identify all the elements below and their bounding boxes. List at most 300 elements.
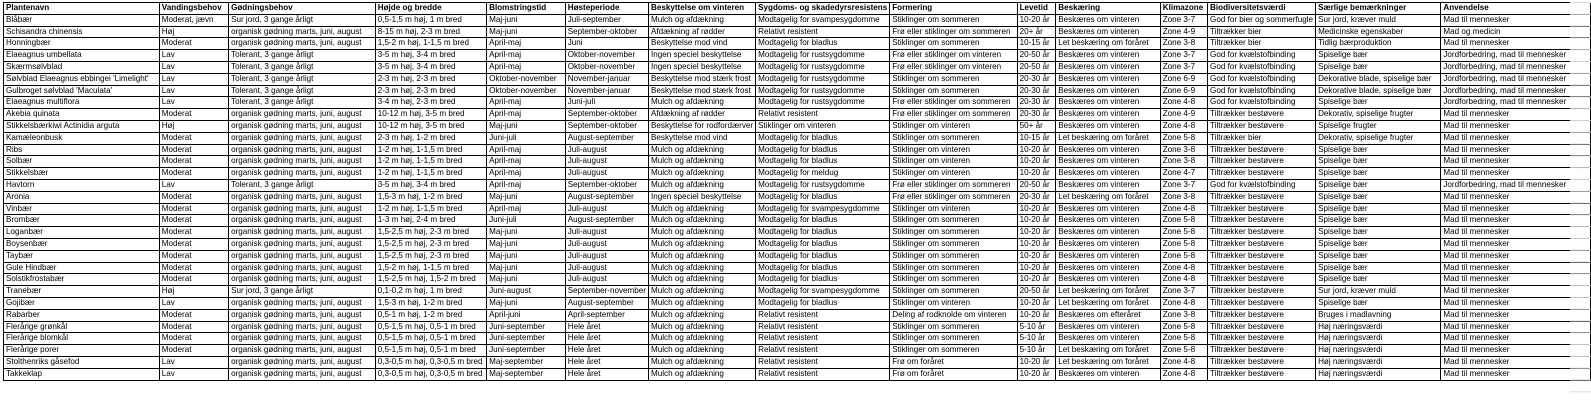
table-cell[interactable]: Zone 5-8 — [1160, 345, 1207, 357]
table-cell[interactable]: Kamæleonbusk — [4, 132, 160, 144]
column-header[interactable]: Høsteperiode — [565, 3, 648, 15]
table-cell[interactable]: Moderat — [159, 156, 228, 168]
table-cell[interactable]: Moderat — [159, 109, 228, 121]
table-cell[interactable]: Tolerant, 3 gange årligt — [229, 61, 376, 73]
table-cell[interactable]: Mulch og afdækning — [649, 356, 756, 368]
table-cell[interactable]: Frø eller stiklinger om vinteren — [890, 50, 1017, 62]
table-cell[interactable]: organisk gødning marts, juni, august — [229, 215, 376, 227]
table-cell[interactable]: 20-30 år — [1017, 97, 1056, 109]
table-cell[interactable]: Hele året — [565, 333, 648, 345]
table-cell[interactable]: September-oktober — [565, 26, 648, 38]
table-cell[interactable]: Moderat — [159, 168, 228, 180]
table-cell[interactable]: organisk gødning marts, juni, august — [229, 309, 376, 321]
column-header[interactable]: Anvendelse — [1441, 3, 1591, 15]
table-cell[interactable]: Tranebær — [4, 286, 160, 298]
table-cell[interactable]: organisk gødning marts, juni, august — [229, 168, 376, 180]
table-cell[interactable]: April-juni — [487, 309, 566, 321]
table-cell[interactable]: Beskæres om vinteren — [1056, 73, 1160, 85]
table-cell[interactable]: Mulch og afdækning — [649, 238, 756, 250]
table-cell[interactable]: Beskæres om vinteren — [1056, 179, 1160, 191]
table-cell[interactable]: Afdækning af rødder — [649, 26, 756, 38]
table-cell[interactable]: Oktober-november — [565, 61, 648, 73]
table-cell[interactable]: Juni-september — [487, 333, 566, 345]
table-cell[interactable]: Schisandra chinensis — [4, 26, 160, 38]
table-cell[interactable]: Spiselige bær — [1316, 203, 1441, 215]
table-cell[interactable]: Juni-juli — [487, 132, 566, 144]
table-cell[interactable]: Zone 5-8 — [1160, 321, 1207, 333]
table-cell[interactable]: Dekorativ, spiselige frugter — [1316, 132, 1441, 144]
table-cell[interactable]: April-maj — [487, 168, 566, 180]
table-cell[interactable]: Moderat — [159, 262, 228, 274]
table-cell[interactable]: Mad til mennesker — [1441, 38, 1591, 50]
table-cell[interactable]: Stiklinger om vinteren — [890, 120, 1017, 132]
table-cell[interactable]: September-oktober — [565, 109, 648, 121]
table-cell[interactable]: Stiklinger om sommeren — [890, 73, 1017, 85]
table-cell[interactable]: Juli-august — [565, 227, 648, 239]
table-cell[interactable]: Let beskæring om foråret — [1056, 132, 1160, 144]
table-cell[interactable]: Modtagelig for rustsygdomme — [756, 85, 890, 97]
table-cell[interactable]: Tiltrækker bestøvere — [1208, 109, 1316, 121]
table-cell[interactable]: organisk gødning marts, juni, august — [229, 321, 376, 333]
column-header[interactable]: Blomstringstid — [487, 3, 566, 15]
table-cell[interactable]: Flerårige grønkål — [4, 321, 160, 333]
table-cell[interactable]: organisk gødning marts, juni, august — [229, 356, 376, 368]
table-cell[interactable]: Spiselige bær — [1316, 156, 1441, 168]
table-cell[interactable]: Tiltrækker bestøvere — [1208, 309, 1316, 321]
table-cell[interactable]: 10-20 år — [1017, 203, 1056, 215]
table-cell[interactable]: Maj-september — [487, 356, 566, 368]
table-cell[interactable]: Stiklinger om sommeren — [890, 227, 1017, 239]
table-cell[interactable]: Frø eller stiklinger om sommeren — [890, 191, 1017, 203]
table-cell[interactable]: Jordforbedring, mad til mennesker — [1441, 85, 1591, 97]
table-cell[interactable]: Flerårige blomkål — [4, 333, 160, 345]
table-cell[interactable]: 10-20 år — [1017, 168, 1056, 180]
table-cell[interactable]: 5-10 år — [1017, 321, 1056, 333]
table-cell[interactable]: Moderat — [159, 345, 228, 357]
table-cell[interactable]: 10-20 år — [1017, 156, 1056, 168]
table-cell[interactable]: Mulch og afdækning — [649, 227, 756, 239]
table-cell[interactable]: Zone 4-9 — [1160, 109, 1207, 121]
table-cell[interactable]: Maj-juni — [487, 238, 566, 250]
table-cell[interactable]: Oktober-november — [565, 50, 648, 62]
column-header[interactable]: Klimazone — [1160, 3, 1207, 15]
table-cell[interactable]: Zone 3-7 — [1160, 61, 1207, 73]
table-cell[interactable]: Spiselige frugter — [1316, 120, 1441, 132]
table-cell[interactable]: Mulch og afdækning — [649, 97, 756, 109]
table-cell[interactable]: Zone 3-8 — [1160, 309, 1207, 321]
table-cell[interactable]: Tiltrækker bestøvere — [1208, 168, 1316, 180]
table-cell[interactable]: Beskæres om vinteren — [1056, 26, 1160, 38]
table-cell[interactable]: Modtagelig for svampesygdomme — [756, 14, 890, 26]
table-cell[interactable]: Lav — [159, 61, 228, 73]
table-cell[interactable]: September-oktober — [565, 179, 648, 191]
table-cell[interactable]: Zone 5-8 — [1160, 250, 1207, 262]
table-cell[interactable]: Beskæres om vinteren — [1056, 333, 1160, 345]
table-cell[interactable]: Modtagelig for bladlus — [756, 227, 890, 239]
table-cell[interactable]: Modtagelig for svampesygdomme — [756, 286, 890, 298]
table-cell[interactable]: Sur jord, kræver muld — [1316, 286, 1441, 298]
table-cell[interactable]: organisk gødning marts, juni, august — [229, 203, 376, 215]
table-cell[interactable]: Beskæres om efteråret — [1056, 309, 1160, 321]
table-cell[interactable]: Tiltrækker bestøvere — [1208, 144, 1316, 156]
table-cell[interactable]: April-maj — [487, 156, 566, 168]
table-cell[interactable]: Maj-juni — [487, 250, 566, 262]
table-cell[interactable]: Zone 5-8 — [1160, 238, 1207, 250]
table-cell[interactable]: Hele året — [565, 368, 648, 380]
table-cell[interactable]: 20-30 år — [1017, 191, 1056, 203]
table-cell[interactable]: Hele året — [565, 356, 648, 368]
table-cell[interactable]: Frø om foråret — [890, 356, 1017, 368]
table-cell[interactable]: Mad til mennesker — [1441, 297, 1591, 309]
table-cell[interactable]: Juli-august — [565, 168, 648, 180]
table-cell[interactable]: Tolerant, 3 gange årligt — [229, 50, 376, 62]
table-cell[interactable]: Tiltrækker bestøvere — [1208, 368, 1316, 380]
table-cell[interactable]: Tiltrækker bestøvere — [1208, 203, 1316, 215]
table-cell[interactable]: Juli-august — [565, 262, 648, 274]
table-cell[interactable]: 20-50 år — [1017, 61, 1056, 73]
table-cell[interactable]: 10-20 år — [1017, 227, 1056, 239]
table-cell[interactable]: 10-20 år — [1017, 215, 1056, 227]
table-cell[interactable]: Stiklinger om vinteren — [890, 168, 1017, 180]
table-cell[interactable]: Let beskæring om foråret — [1056, 286, 1160, 298]
table-cell[interactable]: Beskæres om vinteren — [1056, 50, 1160, 62]
table-cell[interactable]: Zone 6-9 — [1160, 73, 1207, 85]
table-cell[interactable]: Mulch og afdækning — [649, 309, 756, 321]
table-cell[interactable]: 2-3 m høj, 2-3 m bred — [375, 73, 486, 85]
table-cell[interactable]: 10-20 år — [1017, 356, 1056, 368]
table-cell[interactable]: Oktober-november — [487, 85, 566, 97]
table-cell[interactable]: Sur jord, 3 gange årligt — [229, 286, 376, 298]
table-cell[interactable]: Stiklinger om sommeren — [890, 333, 1017, 345]
table-cell[interactable]: Tolerant, 3 gange årligt — [229, 85, 376, 97]
table-cell[interactable]: Spiselige bær — [1316, 61, 1441, 73]
table-cell[interactable]: November-januar — [565, 73, 648, 85]
table-cell[interactable]: Mulch og afdækning — [649, 321, 756, 333]
table-cell[interactable]: Relativt resistent — [756, 345, 890, 357]
table-cell[interactable]: Beskæres om vinteren — [1056, 156, 1160, 168]
table-cell[interactable]: Ingen speciel beskyttelse — [649, 50, 756, 62]
table-cell[interactable]: Mad til mennesker — [1441, 250, 1591, 262]
table-cell[interactable]: 8-15 m høj, 2-3 m bred — [375, 26, 486, 38]
table-cell[interactable]: 10-15 år — [1017, 38, 1056, 50]
table-cell[interactable]: 1-2 m høj, 1-1,5 m bred — [375, 168, 486, 180]
table-cell[interactable]: Frø eller stiklinger om sommeren — [890, 109, 1017, 121]
table-cell[interactable]: Relativt resistent — [756, 356, 890, 368]
table-cell[interactable]: Maj-juni — [487, 191, 566, 203]
table-cell[interactable]: Modtagelig for bladlus — [756, 191, 890, 203]
table-cell[interactable]: organisk gødning marts, juni, august — [229, 250, 376, 262]
table-cell[interactable]: organisk gødning marts, juni, august — [229, 38, 376, 50]
table-cell[interactable]: 1,5-2,5 m høj, 2-3 m bred — [375, 250, 486, 262]
table-cell[interactable]: Flerårige porer — [4, 345, 160, 357]
table-cell[interactable]: Spiselige bær — [1316, 238, 1441, 250]
table-cell[interactable]: Mad til mennesker — [1441, 144, 1591, 156]
column-header[interactable]: Biodiversitetsværdi — [1208, 3, 1316, 15]
table-cell[interactable]: Maj-juni — [487, 227, 566, 239]
table-cell[interactable]: 1-2 m høj, 1-1,5 m bred — [375, 144, 486, 156]
table-cell[interactable]: 10-20 år — [1017, 274, 1056, 286]
table-cell[interactable]: Beskæres om vinteren — [1056, 97, 1160, 109]
table-cell[interactable]: August-september — [565, 191, 648, 203]
table-cell[interactable]: Beskæres om vinteren — [1056, 238, 1160, 250]
table-cell[interactable]: Modtagelig for meldug — [756, 168, 890, 180]
table-cell[interactable]: April-maj — [487, 97, 566, 109]
table-cell[interactable]: Ingen speciel beskyttelse — [649, 61, 756, 73]
table-cell[interactable]: Beskyttelse mod stærk frost — [649, 85, 756, 97]
table-cell[interactable]: Juni-august — [487, 286, 566, 298]
table-cell[interactable]: Jordforbedring, mad til mennesker — [1441, 73, 1591, 85]
table-cell[interactable]: Tiltrækker bestøvere — [1208, 120, 1316, 132]
column-header[interactable]: Højde og bredde — [375, 3, 486, 15]
table-cell[interactable]: Mad til mennesker — [1441, 333, 1591, 345]
table-cell[interactable]: Dekorative blade, spiselige bær — [1316, 73, 1441, 85]
table-cell[interactable]: Beskæres om vinteren — [1056, 120, 1160, 132]
table-cell[interactable]: Moderat — [159, 274, 228, 286]
table-cell[interactable]: Tiltrækker bestøvere — [1208, 286, 1316, 298]
table-cell[interactable]: Stiklinger om sommeren — [890, 14, 1017, 26]
table-cell[interactable]: Mulch og afdækning — [649, 144, 756, 156]
table-cell[interactable]: Rabarber — [4, 309, 160, 321]
table-cell[interactable]: 0,5-1 m høj, 1-2 m bred — [375, 309, 486, 321]
table-cell[interactable]: Moderat — [159, 203, 228, 215]
table-cell[interactable]: Akebia quinata — [4, 109, 160, 121]
table-cell[interactable]: 0,3-0,5 m høj, 0,3-0,5 m bred — [375, 368, 486, 380]
table-cell[interactable]: Jordforbedring, mad til mennesker — [1441, 97, 1591, 109]
table-cell[interactable]: God for kvælstofbinding — [1208, 85, 1316, 97]
table-cell[interactable]: Mulch og afdækning — [649, 345, 756, 357]
table-cell[interactable]: Modtagelig for svampesygdomme — [756, 203, 890, 215]
column-header[interactable]: Formering — [890, 3, 1017, 15]
table-cell[interactable]: Mad til mennesker — [1441, 215, 1591, 227]
table-cell[interactable]: Zone 5-8 — [1160, 333, 1207, 345]
table-cell[interactable]: Stolthenriks gåsefod — [4, 356, 160, 368]
table-cell[interactable]: organisk gødning marts, juni, august — [229, 109, 376, 121]
table-cell[interactable]: Tiltrækker bestøvere — [1208, 321, 1316, 333]
table-cell[interactable]: Moderat — [159, 215, 228, 227]
table-cell[interactable]: Stiklinger om sommeren — [890, 286, 1017, 298]
table-cell[interactable]: August-september — [565, 132, 648, 144]
table-cell[interactable]: 1,5-3 m høj, 1-2 m bred — [375, 191, 486, 203]
table-cell[interactable]: Hele året — [565, 345, 648, 357]
table-cell[interactable]: Juli-august — [565, 238, 648, 250]
table-cell[interactable]: Takkeklap — [4, 368, 160, 380]
table-cell[interactable]: 10-20 år — [1017, 309, 1056, 321]
table-cell[interactable]: Stiklinger om vinteren — [890, 156, 1017, 168]
table-cell[interactable]: Ingen speciel beskyttelse — [649, 191, 756, 203]
table-cell[interactable]: Modtagelig for rustsygdomme — [756, 50, 890, 62]
table-cell[interactable]: Mad til mennesker — [1441, 120, 1591, 132]
table-cell[interactable]: Høj næringsværdi — [1316, 333, 1441, 345]
table-cell[interactable]: Spiselige bær — [1316, 168, 1441, 180]
table-cell[interactable]: Spiselige bær — [1316, 144, 1441, 156]
table-cell[interactable]: organisk gødning marts, juni, august — [229, 262, 376, 274]
table-cell[interactable]: Let beskæring om foråret — [1056, 356, 1160, 368]
table-cell[interactable]: Zone 4-8 — [1160, 120, 1207, 132]
table-cell[interactable]: Mulch og afdækning — [649, 203, 756, 215]
table-cell[interactable]: 10-15 år — [1017, 132, 1056, 144]
table-cell[interactable]: August-september — [565, 297, 648, 309]
table-cell[interactable]: Honningbær — [4, 38, 160, 50]
table-cell[interactable]: Spiselige bær — [1316, 215, 1441, 227]
table-cell[interactable]: Moderat — [159, 144, 228, 156]
table-cell[interactable]: Zone 3-7 — [1160, 50, 1207, 62]
table-cell[interactable]: November-januar — [565, 85, 648, 97]
table-cell[interactable]: God for kvælstofbinding — [1208, 73, 1316, 85]
table-cell[interactable]: Maj-juni — [487, 14, 566, 26]
table-cell[interactable]: Beskæres om vinteren — [1056, 227, 1160, 239]
table-cell[interactable]: Modtagelig for rustsygdomme — [756, 97, 890, 109]
table-cell[interactable]: 10-20 år — [1017, 368, 1056, 380]
table-cell[interactable]: 20-30 år — [1017, 109, 1056, 121]
table-cell[interactable]: Maj-juni — [487, 262, 566, 274]
table-cell[interactable]: Gule Hindbær — [4, 262, 160, 274]
table-cell[interactable]: Mad til mennesker — [1441, 345, 1591, 357]
table-cell[interactable]: Moderat — [159, 191, 228, 203]
column-header[interactable]: Gødningsbehov — [229, 3, 376, 15]
table-cell[interactable]: Tiltrækker bestøvere — [1208, 227, 1316, 239]
table-cell[interactable]: Juli-august — [565, 250, 648, 262]
table-cell[interactable]: 1-2 m høj, 1-1,5 m bred — [375, 156, 486, 168]
table-cell[interactable]: Tiltrækker bestøvere — [1208, 356, 1316, 368]
table-cell[interactable]: Modtagelig for bladlus — [756, 144, 890, 156]
table-cell[interactable]: 1,5-2,5 m høj, 2-3 m bred — [375, 227, 486, 239]
table-cell[interactable]: Stiklinger om sommeren — [890, 38, 1017, 50]
table-cell[interactable]: Relativt resistent — [756, 26, 890, 38]
table-cell[interactable]: 2-3 m høj, 1-2 m bred — [375, 132, 486, 144]
table-cell[interactable]: Moderat — [159, 309, 228, 321]
table-cell[interactable]: Zone 4-8 — [1160, 203, 1207, 215]
table-cell[interactable]: Zone 3-7 — [1160, 179, 1207, 191]
table-cell[interactable]: Modtagelig for bladlus — [756, 262, 890, 274]
table-cell[interactable]: Beskæres om vinteren — [1056, 321, 1160, 333]
table-cell[interactable]: Stiklinger om sommeren — [890, 215, 1017, 227]
table-cell[interactable]: Jordforbedring, mad til mennesker — [1441, 179, 1591, 191]
table-cell[interactable]: Lav — [159, 73, 228, 85]
table-cell[interactable]: Høj næringsværdi — [1316, 368, 1441, 380]
table-cell[interactable]: 1-2 m høj, 1-1,5 m bred — [375, 203, 486, 215]
table-cell[interactable]: Mulch og afdækning — [649, 215, 756, 227]
table-cell[interactable]: 1,5-3 m høj, 1-2 m bred — [375, 297, 486, 309]
table-cell[interactable]: organisk gødning marts, juni, august — [229, 274, 376, 286]
table-cell[interactable]: Beskæres om vinteren — [1056, 109, 1160, 121]
table-cell[interactable]: Høj næringsværdi — [1316, 321, 1441, 333]
table-cell[interactable]: Beskæres om vinteren — [1056, 262, 1160, 274]
table-cell[interactable]: Mulch og afdækning — [649, 250, 756, 262]
table-cell[interactable]: Beskyttelse for rodfordærver — [649, 120, 756, 132]
table-cell[interactable]: Juni-september — [487, 345, 566, 357]
table-cell[interactable]: Mulch og afdækning — [649, 179, 756, 191]
table-cell[interactable]: Mad til mennesker — [1441, 227, 1591, 239]
table-cell[interactable]: Blåbær — [4, 14, 160, 26]
table-cell[interactable]: Relativt resistent — [756, 109, 890, 121]
table-cell[interactable]: April-maj — [487, 38, 566, 50]
table-cell[interactable]: Beskyttelse mod vind — [649, 38, 756, 50]
table-cell[interactable]: 20-50 år — [1017, 50, 1056, 62]
table-cell[interactable]: Spiselige bær — [1316, 179, 1441, 191]
table-cell[interactable]: organisk gødning marts, juni, august — [229, 26, 376, 38]
table-cell[interactable]: Dekorativ, spiselige frugter — [1316, 109, 1441, 121]
table-cell[interactable]: Moderat, jævn — [159, 14, 228, 26]
column-header[interactable]: Sygdoms- og skadedyrsresistens — [756, 3, 890, 15]
table-cell[interactable]: Stiklinger om vinteren — [890, 297, 1017, 309]
table-cell[interactable]: Mad til mennesker — [1441, 191, 1591, 203]
table-cell[interactable]: Mulch og afdækning — [649, 333, 756, 345]
table-cell[interactable]: Zone 4-9 — [1160, 26, 1207, 38]
table-cell[interactable]: Ribs — [4, 144, 160, 156]
table-cell[interactable]: Deling af rodknolde om vinteren — [890, 309, 1017, 321]
table-cell[interactable]: 10-12 m høj, 3-5 m bred — [375, 109, 486, 121]
table-cell[interactable]: Lav — [159, 356, 228, 368]
table-cell[interactable]: God for kvælstofbinding — [1208, 97, 1316, 109]
table-cell[interactable]: Modtagelig for bladlus — [756, 38, 890, 50]
table-cell[interactable]: Oktober-november — [487, 73, 566, 85]
table-cell[interactable]: Moderat — [159, 227, 228, 239]
table-cell[interactable]: Lav — [159, 50, 228, 62]
table-cell[interactable]: Mulch og afdækning — [649, 156, 756, 168]
table-cell[interactable]: 10-12 m høj, 3-5 m bred — [375, 120, 486, 132]
table-cell[interactable]: Zone 3-8 — [1160, 38, 1207, 50]
table-cell[interactable]: Zone 3-7 — [1160, 286, 1207, 298]
table-cell[interactable]: Tiltrækker bier — [1208, 38, 1316, 50]
table-cell[interactable]: 10-20 år — [1017, 144, 1056, 156]
table-cell[interactable]: Mad til mennesker — [1441, 321, 1591, 333]
table-cell[interactable]: Mad til mennesker — [1441, 286, 1591, 298]
table-cell[interactable]: Juni — [565, 38, 648, 50]
table-cell[interactable]: 50+ år — [1017, 120, 1056, 132]
table-cell[interactable]: Tolerant, 3 gange årligt — [229, 97, 376, 109]
table-cell[interactable]: Medicinske egenskaber — [1316, 26, 1441, 38]
table-cell[interactable]: 1-3 m høj, 2-4 m bred — [375, 215, 486, 227]
column-header[interactable]: Plantenavn — [4, 3, 160, 15]
table-cell[interactable]: Stiklinger om sommeren — [890, 274, 1017, 286]
table-cell[interactable]: Mulch og afdækning — [649, 168, 756, 180]
table-cell[interactable]: 0,5-1,5 m høj, 0,5-1 m bred — [375, 333, 486, 345]
table-cell[interactable]: Stiklinger om vinteren — [890, 144, 1017, 156]
table-cell[interactable]: Spiselige bær — [1316, 227, 1441, 239]
table-cell[interactable]: Zone 4-8 — [1160, 368, 1207, 380]
column-header[interactable]: Beskyttelse om vinteren — [649, 3, 756, 15]
table-cell[interactable]: 10-20 år — [1017, 238, 1056, 250]
table-cell[interactable]: Tiltrækker bestøvere — [1208, 156, 1316, 168]
table-cell[interactable]: Tiltrækker bestøvere — [1208, 215, 1316, 227]
table-cell[interactable]: April-maj — [487, 50, 566, 62]
table-cell[interactable]: Mad til mennesker — [1441, 132, 1591, 144]
table-cell[interactable]: organisk gødning marts, juni, august — [229, 144, 376, 156]
table-cell[interactable]: Zone 4-8 — [1160, 262, 1207, 274]
table-cell[interactable]: April-maj — [487, 144, 566, 156]
table-cell[interactable]: Tidlig bærproduktion — [1316, 38, 1441, 50]
table-cell[interactable]: Stikkelsbærkiwi Actinidia arguta — [4, 120, 160, 132]
table-cell[interactable]: God for kvælstofbinding — [1208, 61, 1316, 73]
table-cell[interactable]: organisk gødning marts, juni, august — [229, 368, 376, 380]
table-cell[interactable]: 1,5-2 m høj, 1-1,5 m bred — [375, 38, 486, 50]
table-cell[interactable]: Mad til mennesker — [1441, 14, 1591, 26]
table-cell[interactable]: Mad og medicin — [1441, 26, 1591, 38]
table-cell[interactable]: Modtagelig for bladlus — [756, 297, 890, 309]
table-cell[interactable]: Tiltrækker bestøvere — [1208, 262, 1316, 274]
table-cell[interactable]: Mad til mennesker — [1441, 156, 1591, 168]
table-cell[interactable]: Høj — [159, 26, 228, 38]
table-cell[interactable]: Sur jord, 3 gange årligt — [229, 14, 376, 26]
table-cell[interactable]: Juni-juli — [565, 97, 648, 109]
table-cell[interactable]: Mad til mennesker — [1441, 309, 1591, 321]
table-cell[interactable]: Beskæres om vinteren — [1056, 144, 1160, 156]
table-cell[interactable]: God for bier og sommerfugle — [1208, 14, 1316, 26]
table-cell[interactable]: 3-4 m høj, 2-3 m bred — [375, 97, 486, 109]
table-cell[interactable]: Stiklinger om sommeren — [890, 250, 1017, 262]
table-cell[interactable]: Mad til mennesker — [1441, 238, 1591, 250]
table-cell[interactable]: Mad til mennesker — [1441, 168, 1591, 180]
